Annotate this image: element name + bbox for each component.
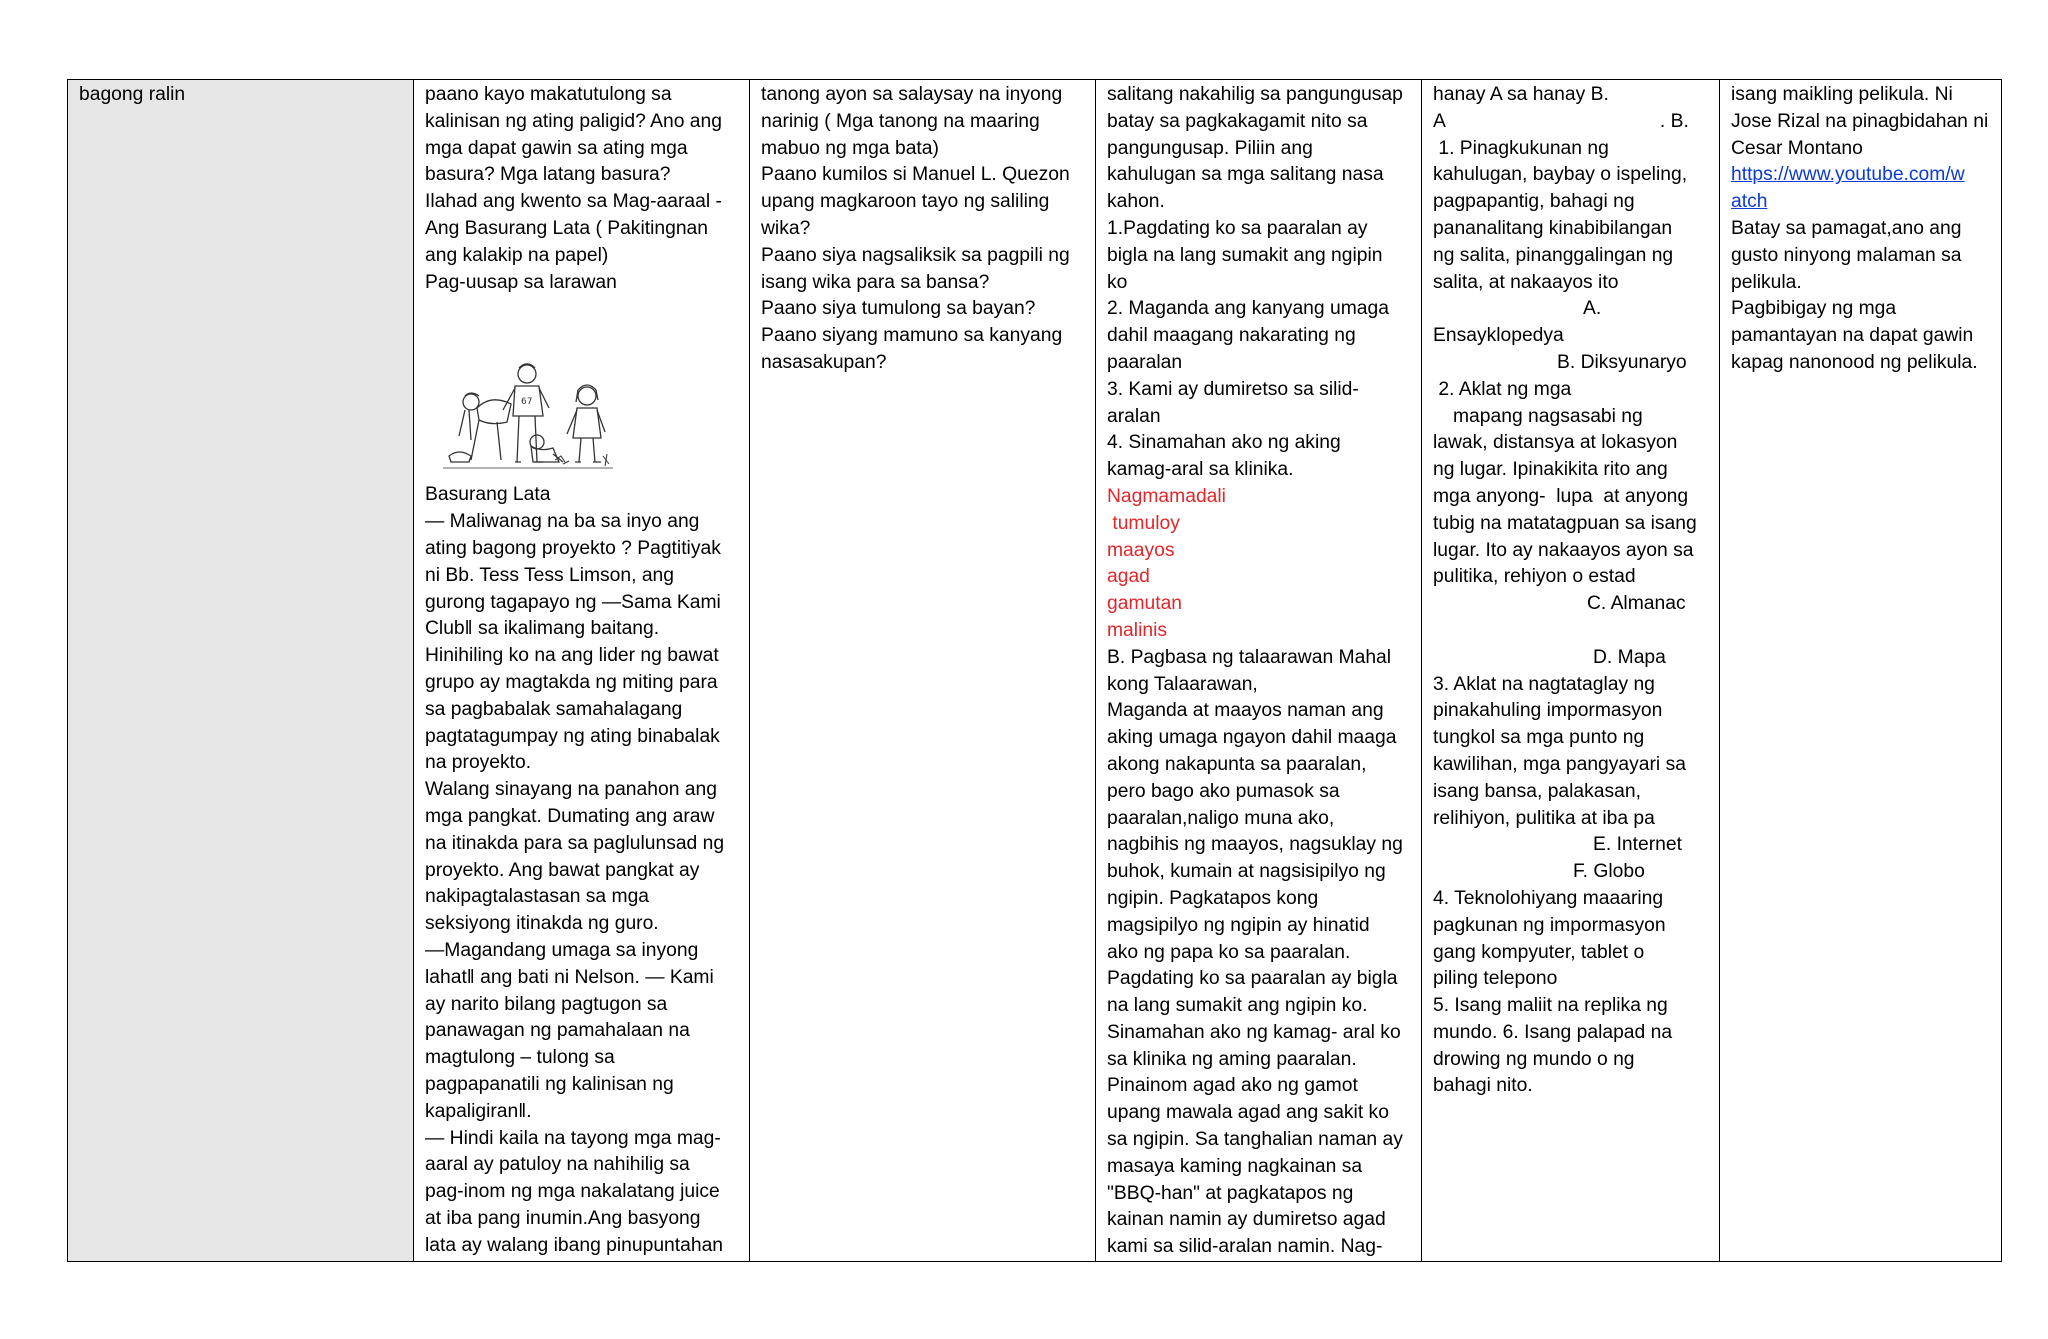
text-line: panawagan ng pamahalaan na [425,1020,690,1042]
text-line: masaya kaming nagkainan sa [1107,1155,1363,1177]
text-line: Paano siya nagsaliksik sa pagpili ng [761,244,1070,266]
text-line: paaralan,naligo muna ako, [1107,807,1335,829]
text-line: pinakahuling impormasyon [1433,700,1663,722]
text-line: 3. Kami ay dumiretso sa silid- [1107,378,1359,400]
text-line: ngipin. Pagkatapos kong [1107,887,1319,909]
text-line: gurong tagapayo ng —Sama Kami [425,591,721,613]
text-line: pamantayan na dapat gawin [1731,325,1974,347]
text-line: relihiyon, pulitika at iba pa [1433,807,1655,829]
text-line: — Hindi kaila na tayong mga mag- [425,1127,721,1149]
text-line: drowing ng mundo o ng [1433,1048,1635,1070]
text-line: Batay sa pamagat,ano ang [1731,217,1962,239]
text-line: Sinamahan ako ng kamag- aral ko [1107,1021,1401,1043]
text-line: isang wika para sa bansa? [761,271,990,293]
text-line: ako ng papa ko sa paaralan. [1107,941,1351,963]
text-line: kapag nanonood ng pelikula. [1731,351,1978,373]
text-line: gang kompyuter, tablet o [1433,941,1645,963]
text-line: Pagbibigay ng mga [1731,298,1897,320]
text-line: mabuo ng mga bata) [761,137,939,159]
choice-line: Ensayklopedya [1433,325,1564,347]
lesson-plan-table [67,79,2002,1262]
text-line: Maganda at maayos naman ang [1107,700,1384,722]
text-line: Pinainom agad ako ng gamot [1107,1075,1358,1097]
text-line: kahon. [1107,191,1165,213]
children-cleaning-illustration [435,360,625,480]
text-line: pangungusap. Piliin ang [1107,137,1313,159]
text-line: Club‖ sa ikalimang baitang. [425,618,660,640]
text-line: pagtatagumpay ng ating binabalak [425,725,720,747]
text-line: dahil maagang nakarating ng [1107,325,1356,347]
text-line: ng lugar. Ipinakikita rito ang [1433,459,1668,481]
cell-questions [750,80,1096,1262]
text-line: Pag-uusap sa larawan [425,271,617,293]
text-line: na itinakda para sa paglulunsad ng [425,832,725,854]
text-line: tungkol sa mga punto ng [1433,727,1645,749]
text-line: buhok, kumain at nagsisipilyo ng [1107,861,1386,883]
blank-line [1433,618,1708,645]
text-line: 4. Teknolohiyang maaaring [1433,887,1664,909]
text-line: bahagi nito. [1433,1075,1533,1097]
text-line: aralan [1107,405,1161,427]
text-line: at iba pang inumin.Ang basyong [425,1207,701,1229]
text-line: Basurang Lata [425,484,551,506]
text-line: pagpapantig, bahagi ng [1433,191,1635,213]
answer-choice: agad [1107,566,1150,588]
choice-line: F. Globo [1573,861,1645,883]
text-line: pero bago ako pumasok sa [1107,780,1340,802]
choice-line: A. [1583,298,1602,320]
text-line: isang bansa, palakasan, [1433,780,1641,802]
text-line: seksiyong itinakda ng guro. [425,913,659,935]
text-line: sa ngipin. Sa tanghalian naman ay [1107,1129,1403,1151]
text-line: sa klinika ng aming paaralan. [1107,1048,1357,1070]
text-line: upang magkaroon tayo ng saliling [761,191,1050,213]
text-line: piling telepono [1433,968,1558,990]
text-line: 2. Maganda ang kanyang umaga [1107,298,1389,320]
text-line: nasasakupan? [761,351,887,373]
text-line: lata ay walang ibang pinupuntahan [425,1234,724,1256]
text-line: Ilahad ang kwento sa Mag-aaraal - [425,191,722,213]
text-line: mapang nagsasabi ng [1453,405,1643,427]
text-line: aking umaga ngayon dahil maaga [1107,727,1397,749]
text-line: magtulong – tulong sa [425,1047,615,1069]
text-line: Jose Rizal na pinagbidahan ni [1731,110,1989,132]
text-line: ay narito bilang pagtugon sa [425,993,668,1015]
text-line: 1.Pagdating ko sa paaralan ay [1107,217,1368,239]
text-line: tanong ayon sa salaysay na inyong [761,84,1063,105]
text-line: proyekto. Ang bawat pangkat ay [425,859,700,881]
answer-choice: gamutan [1107,593,1183,615]
text-line: akong nakapunta sa paaralan, [1107,753,1367,775]
text-line: kamag-aral sa klinika. [1107,459,1294,481]
text-line: kainan namin ay dumiretso agad [1107,1209,1386,1231]
text-line: Paano kumilos si Manuel L. Quezon [761,164,1070,186]
text-line: hanay A sa hanay B. [1433,84,1609,105]
text-line: mga dapat gawin sa ating mga [425,137,688,159]
text-line: ng salita, pinanggalingan ng [1433,244,1674,266]
text-line: magsipilyo ng ngipin ay hinatid [1107,914,1370,936]
text-line: gusto ninyong malaman sa [1731,244,1962,266]
text-line: pag-inom ng mga nakalatang juice [425,1181,720,1203]
text-line: salitang nakahilig sa pangungusap [1107,84,1403,105]
text-line: basura? Mga latang basura? [425,164,671,186]
text-line: pelikula. [1731,271,1802,293]
text-line: ang kalakip na papel) [425,244,609,266]
text-line: wika? [761,217,811,239]
text-line: ni Bb. Tess Tess Limson, ang [425,564,675,586]
text-line: nakipagtalastasan sa mga [425,886,650,908]
column-headers-line [1433,109,1708,136]
text-line: Paano siya tumulong sa bayan? [761,298,1036,320]
text-line: kong Talaarawan, [1107,673,1258,695]
text-line: 3. Aklat na nagtataglay ng [1433,673,1655,695]
text-line: pananalitang kinabibilangan [1433,217,1673,239]
choice-line: B. Diksyunaryo [1557,351,1687,373]
column-a-label: A [1433,110,1446,132]
text-line: upang mawala agad ang sakit ko [1107,1102,1389,1124]
text-line: isang maikling pelikula. Ni [1731,84,1953,105]
text-line: nagbihis ng maayos, nagsuklay ng [1107,834,1403,856]
cell-story-activity [414,80,750,1262]
text-line: paaralan [1107,351,1183,373]
cell-vocabulary-diary [1096,80,1422,1262]
text-line: kalinisan ng ating paligid? Ano ang [425,110,722,132]
text-line: B. Pagbasa ng talaarawan Mahal [1107,646,1392,668]
text-line: Paano siyang mamuno sa kanyang [761,325,1063,347]
answer-choice: maayos [1107,539,1175,561]
text-line: lugar. Ito ay nakaayos ayon sa [1433,539,1694,561]
cell-matching-type [1422,80,1720,1262]
text-line: mundo. 6. Isang palapad na [1433,1021,1673,1043]
cell-film-activity [1720,80,2002,1262]
text-line: mga pangkat. Dumating ang araw [425,805,715,827]
text-line: na lang sumakit ang ngipin ko. [1107,995,1368,1017]
text-line: kapaligiran‖. [425,1100,532,1122]
youtube-link-continued[interactable]: atch [1731,191,1768,213]
text-line: pulitika, rehiyon o estad [1433,566,1636,588]
youtube-link[interactable]: https://www.youtube.com/w [1731,164,1965,186]
text-line: —Magandang umaga sa inyong [425,939,699,961]
choice-line: C. Almanac [1587,593,1686,615]
text-line: pagkunan ng impormasyon [1433,914,1666,936]
text-line: Pagdating ko sa paaralan ay bigla [1107,968,1398,990]
text-line: na proyekto. [425,752,532,774]
text-line: lawak, distansya at lokasyon [1433,432,1678,454]
text-line: Hinihiling ko na ang lider ng bawat [425,645,719,667]
text-line: bigla na lang sumakit ang ngipin [1107,244,1383,266]
text-line: mga anyong- lupa at anyong [1433,485,1689,507]
stage-label: bagong ralin [79,84,186,105]
cell-stage-label [68,80,414,1262]
svg-text:67: 67 [521,397,533,408]
text-line: lahat‖ ang bati ni Nelson. — Kami [425,966,714,988]
answer-choice: malinis [1107,619,1167,641]
text-line: 2. Aklat ng mga [1433,378,1572,400]
choice-line: E. Internet [1593,834,1682,856]
text-line: ating bagong proyekto ? Pagtitiyak [425,537,721,559]
text-line: kawilihan, mga pangyayari sa [1433,753,1686,775]
answer-choice: Nagmamadali [1107,485,1226,507]
text-line: tubig na matatagpuan sa isang [1433,512,1697,534]
text-line: paano kayo makatutulong sa [425,84,672,105]
table-row [68,80,2002,1262]
text-line: pagpapanatili ng kalinisan ng [425,1073,674,1095]
column-b-label: . B. [1659,110,1689,132]
answer-choice: tumuloy [1107,512,1180,534]
text-line: Walang sinayang na panahon ang [425,779,717,801]
text-line: salita, at nakaayos ito [1433,271,1619,293]
text-line: batay sa pagkakagamit nito sa [1107,110,1368,132]
text-line: kahulugan sa mga salitang nasa [1107,164,1384,186]
text-line: narinig ( Mga tanong na maaring [761,110,1040,132]
text-line: kami sa silid-aralan namin. Nag- [1107,1236,1383,1258]
text-line: — Maliwanag na ba sa inyo ang [425,511,700,533]
text-line: 5. Isang maliit na replika ng [1433,995,1668,1017]
text-line: sa pagbabalak samahalagang [425,698,683,720]
text-line: grupo ay magtakda ng miting para [425,671,718,693]
text-line: aaral ay patuloy na nahihilig sa [425,1154,690,1176]
text-line: 1. Pinagkukunan ng [1433,137,1609,159]
text-line: Cesar Montano [1731,137,1863,159]
text-line: kahulugan, baybay o ispeling, [1433,164,1688,186]
text-line: ko [1107,271,1128,293]
text-line: Ang Basurang Lata ( Pakitingnan [425,217,708,239]
text-line: 4. Sinamahan ako ng aking [1107,432,1341,454]
choice-line: D. Mapa [1593,646,1666,668]
text-line: "BBQ-han" at pagkatapos ng [1107,1182,1354,1204]
